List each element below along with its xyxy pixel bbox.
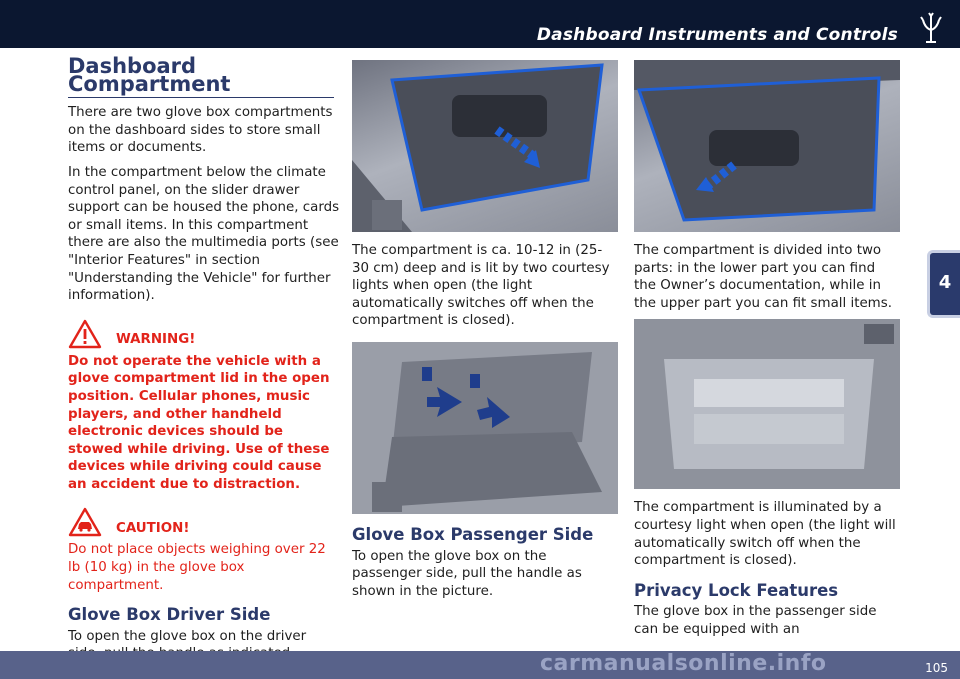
- caution-car-icon: [68, 507, 102, 537]
- driver-side-heading: Glove Box Driver Side: [68, 605, 271, 625]
- driver-side-text: To open the glove box on the driver: [68, 628, 307, 644]
- warning-text: Do not operate the vehicle with a glove compartment lid in the open position. Cellular phones, music players, and other handheld electronic devices should be stowed while driving. Use of these devices while driving could cause an accident due to distraction.: [68, 353, 330, 492]
- column-left: [68, 54, 340, 670]
- column-middle: [352, 60, 618, 607]
- page-footer: [0, 651, 960, 679]
- intro-paragraph: There are two glove box compartments on the dashboard sides to store small items or documents.: [68, 105, 333, 156]
- privacy-lock-text: The glove box in the passenger side can be equipped with an: [634, 604, 877, 637]
- page-header: [0, 0, 960, 48]
- passenger-glovebox-photo: [634, 60, 900, 232]
- warning-triangle-icon: [68, 319, 102, 349]
- watermark: carmanualsonline.info: [540, 651, 827, 676]
- driver-glovebox-photo: [352, 60, 618, 232]
- warning-heading: [68, 319, 340, 349]
- column-right: [634, 60, 900, 646]
- caution-text: Do not place objects weighing over 22 lb (10 kg) in the glove box compartment.: [68, 542, 326, 593]
- trident-logo-icon: [914, 12, 948, 46]
- passenger-side-heading: Glove Box Passenger Side: [352, 524, 594, 544]
- illuminated-text: The compartment is illuminated by a courtesy light when open (the light will automatically switch off when the compartment is closed).: [634, 500, 896, 569]
- depth-text: The compartment is ca. 10-12 in (25-30 cm) deep and is lit by two courtesy lights when open (the light automatically switches off when the compartment is closed).: [352, 243, 610, 329]
- chapter-tab[interactable]: [927, 250, 960, 318]
- divided-text: The compartment is divided into two parts: in the lower part you can find the Owner’s documentation, while in the upper part you can fit small items.: [634, 243, 892, 311]
- caution-heading: [68, 507, 340, 537]
- privacy-lock-heading: Privacy Lock Features: [634, 580, 839, 600]
- page-number: 105: [925, 661, 948, 675]
- warning-label: WARNING!: [116, 332, 196, 348]
- caution-label: CAUTION!: [116, 520, 190, 536]
- section-title: Dashboard Compartment: [68, 58, 334, 98]
- drawer-paragraph: In the compartment below the climate control panel, on the slider drawer support can be housed the phone, cards or small items. In this compartment there are also the multimedia ports (see "Interior Features" in section "Understanding the Vehicle" for further information).: [68, 164, 340, 304]
- header-title: Dashboard Instruments and Controls: [536, 25, 898, 45]
- glovebox-interior-photo: [634, 319, 900, 489]
- chapter-number: 4: [938, 272, 952, 293]
- passenger-side-text: To open the glove box on the passenger side, pull the handle as shown in the picture.: [352, 548, 582, 599]
- passenger-glovebox-open-photo: [352, 342, 618, 514]
